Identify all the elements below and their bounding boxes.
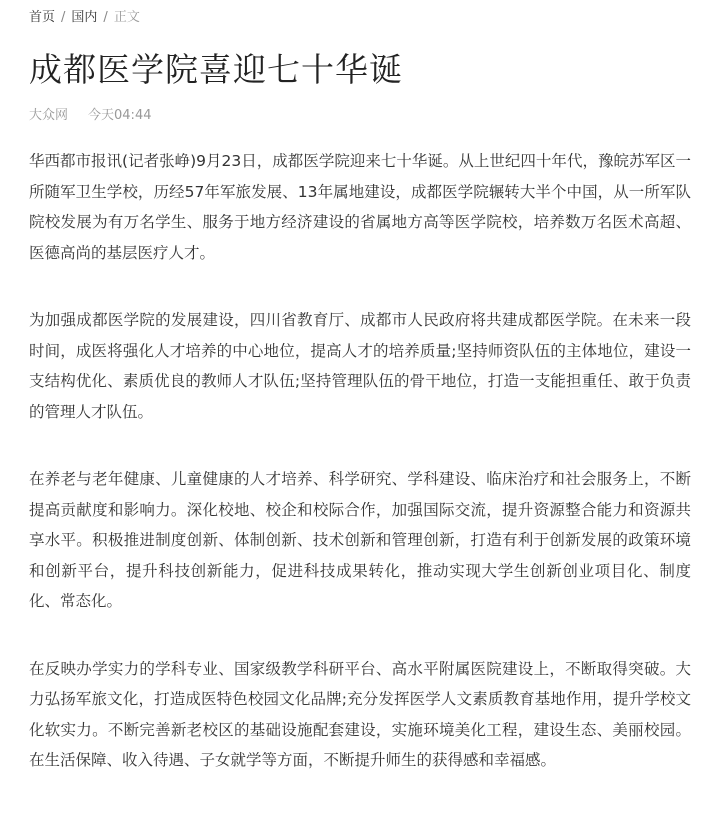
article-paragraph: 华西都市报讯(记者张峥)9月23日，成都医学院迎来七十华诞。从上世纪四十年代，豫皖苏军区一所随军卫生学校，历经57年军旅发展、13年属地建设，成都医学院辗转大半个中国，从一所军队院校发展为有万名学生、服务于地方经济建设的省属地方高等医学院校，培养数万名医术高超、医德高尚的基层医疗人才。 bbox=[29, 152, 691, 262]
article-body bbox=[29, 146, 691, 813]
breadcrumb-home-link[interactable]: 首页 bbox=[29, 10, 56, 25]
article-source: 大众网 bbox=[29, 108, 69, 123]
breadcrumb-current: 正文 bbox=[113, 10, 140, 25]
breadcrumb-separator: / bbox=[61, 10, 66, 25]
article-time: 今天04:44 bbox=[88, 108, 152, 123]
article-title: 成都医学院喜迎七十华诞 bbox=[29, 50, 403, 89]
article-meta bbox=[29, 107, 151, 125]
breadcrumb-separator: / bbox=[103, 10, 108, 25]
breadcrumb bbox=[29, 9, 140, 27]
article-paragraph: 在反映办学实力的学科专业、国家级教学科研平台、高水平附属医院建设上，不断取得突破。大力弘扬军旅文化，打造成医特色校园文化品牌;充分发挥医学人文素质教育基地作用，提升学校文化软实力。不断完善新老校区的基础设施配套建设，实施环境美化工程，建设生态、美丽校园。在生活保障、收入待遇、子女就学等方面，不断提升师生的获得感和幸福感。 bbox=[29, 659, 691, 769]
breadcrumb-section-link[interactable]: 国内 bbox=[71, 10, 98, 25]
article-paragraph: 在养老与老年健康、儿童健康的人才培养、科学研究、学科建设、临床治疗和社会服务上，不断提高贡献度和影响力。深化校地、校企和校际合作，加强国际交流，提升资源整合能力和资源共享水平。积极推进制度创新、体制创新、技术创新和管理创新，打造有利于创新发展的政策环境和创新平台，提升科技创新能力，促进科技成果转化，推动实现大学生创新创业项目化、制度化、常态化。 bbox=[29, 470, 691, 610]
article-paragraph: 为加强成都医学院的发展建设，四川省教育厅、成都市人民政府将共建成都医学院。在未来一段时间，成医将强化人才培养的中心地位，提高人才的培养质量;坚持师资队伍的主体地位，建设一支结构优化、素质优良的教师人才队伍;坚持管理队伍的骨干地位，打造一支能担重任、敢于负责的管理人才队伍。 bbox=[29, 311, 691, 421]
